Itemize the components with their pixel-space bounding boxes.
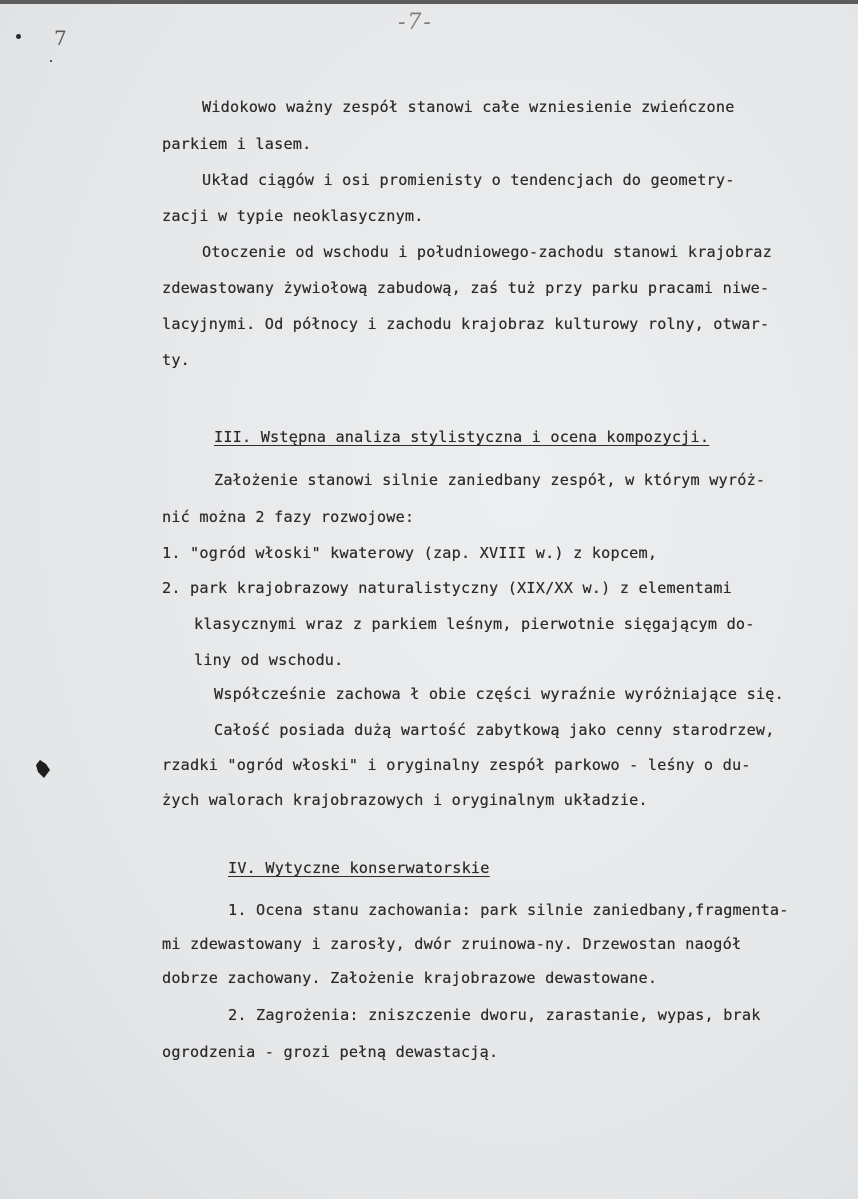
ink-dot [16,34,21,39]
text-line: mi zdewastowany i zarosły, dwór zruinowa-ny. Drzewostan naogół [162,935,742,953]
section-heading: IV. Wytyczne konserwatorskie [228,859,490,877]
text-line: Całość posiada dużą wartość zabytkową jako cenny starodrzew, [214,721,775,739]
text-line: parkiem i lasem. [162,135,312,153]
list-item: 1. "ogród włoski" kwaterowy (zap. XVIII w.) z kopcem, [162,544,658,562]
corner-mark: 7 [54,26,67,50]
text-line: zdewastowany żywiołową zabudową, zaś tuż przy parku pracami niwe- [162,279,770,297]
list-item: 2. park krajobrazowy naturalistyczny (XIX/XX w.) z elementami [162,579,732,597]
text-line: Układ ciągów i osi promienisty o tendencjach do geometry- [202,171,735,189]
section-heading: III. Wstępna analiza stylistyczna i ocena kompozycji. [214,428,710,446]
text-line: ogrodzenia - grozi pełną dewastacją. [162,1043,499,1061]
page-number: -7- [398,10,433,35]
punch-hole-mark [36,760,50,778]
text-line: ty. [162,351,191,369]
text-line: Widokowo ważny zespół stanowi całe wzniesienie zwieńczone [202,98,735,116]
ink-dot [50,60,52,62]
text-line: dobrze zachowany. Założenie krajobrazowe dewastowane. [162,969,658,987]
text-line: nić można 2 fazy rozwojowe: [162,508,415,526]
text-line: liny od wschodu. [194,651,344,669]
text-line: klasycznymi wraz z parkiem leśnym, pierwotnie sięgającym do- [194,615,755,633]
text-line: Współcześnie zachowa ł obie części wyraźnie wyróżniające się. [214,685,784,703]
scan-edge [0,0,858,4]
text-line: Założenie stanowi silnie zaniedbany zespół, w którym wyróż- [214,471,766,489]
text-line: żych walorach krajobrazowych i oryginalnym układzie. [162,791,648,809]
text-line: Otoczenie od wschodu i południowego-zachodu stanowi krajobraz [202,243,772,261]
text-line: 1. Ocena stanu zachowania: park silnie zaniedbany,fragmenta- [228,901,789,919]
text-line: lacyjnymi. Od północy i zachodu krajobraz kulturowy rolny, otwar- [162,315,770,333]
text-line: zacji w typie neoklasycznym. [162,207,424,225]
text-line: rzadki "ogród włoski" i oryginalny zespół parkowo - leśny o du- [162,756,751,774]
text-line: 2. Zagrożenia: zniszczenie dworu, zarastanie, wypas, brak [228,1006,761,1024]
